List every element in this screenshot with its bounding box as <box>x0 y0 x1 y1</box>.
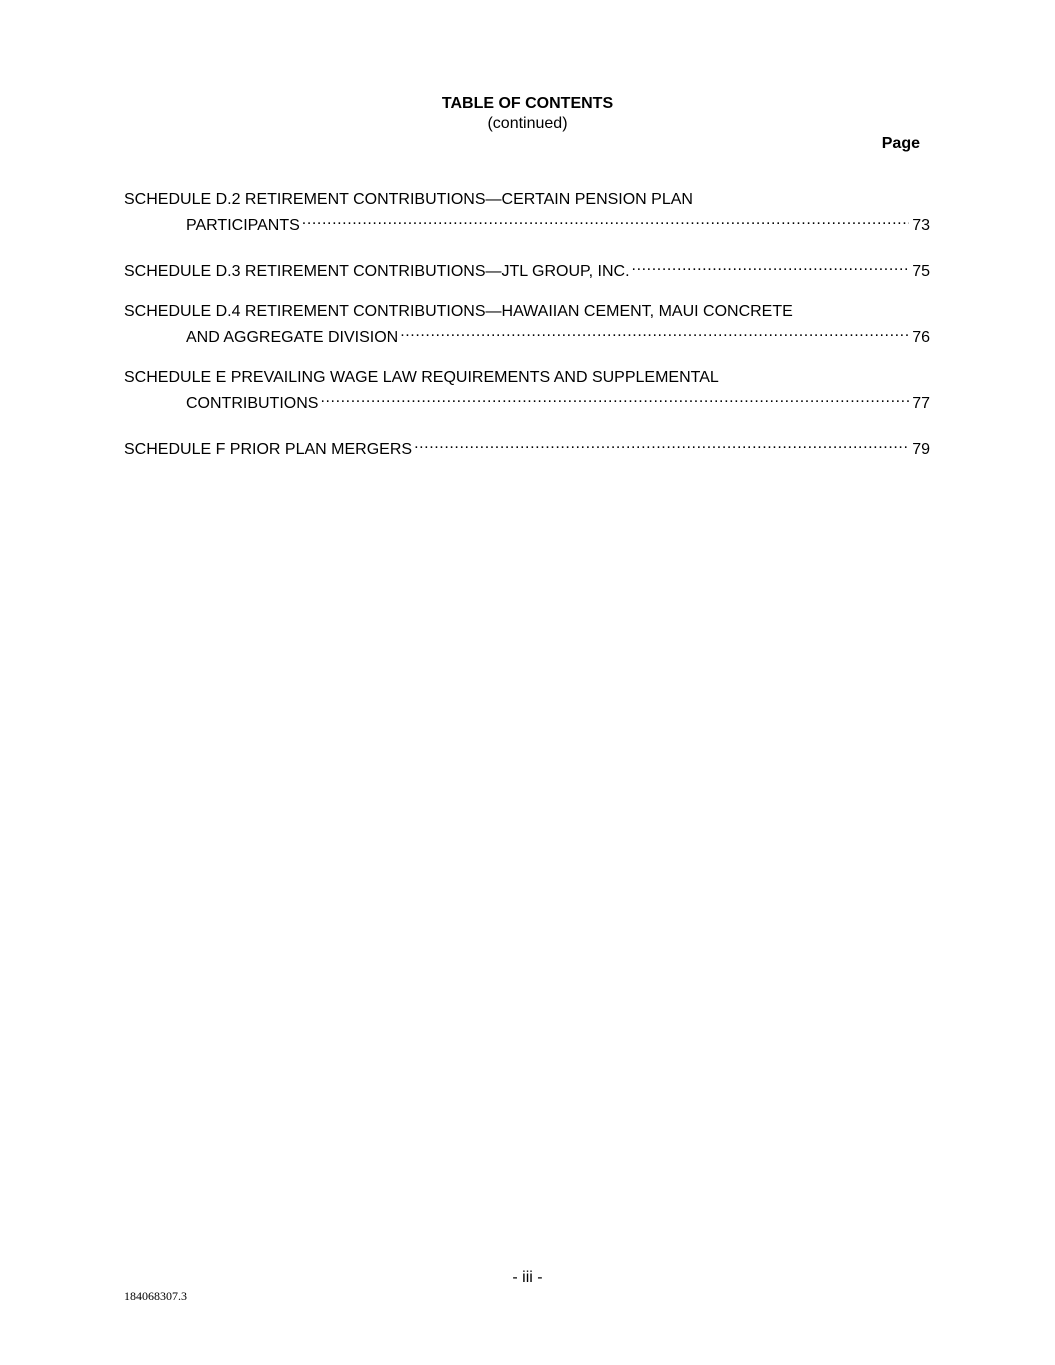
dot-leader <box>414 434 909 454</box>
page-number: - iii - <box>512 1269 543 1286</box>
toc-entry-heading: SCHEDULE D.2 RETIREMENT CONTRIBUTIONS—CERTAIN PENSION PLAN <box>124 191 693 208</box>
toc-entry-schedule-e[interactable] <box>124 368 930 414</box>
toc-entry-heading: SCHEDULE D.4 RETIREMENT CONTRIBUTIONS—HAWAIIAN CEMENT, MAUI CONCRETE <box>124 303 793 320</box>
toc-entry-heading: SCHEDULE D.3 RETIREMENT CONTRIBUTIONS—JTL GROUP, INC. <box>124 263 630 280</box>
toc-entry-row <box>124 388 930 414</box>
toc-entry-schedule-d2[interactable] <box>124 190 930 236</box>
toc-entry-page: 73 <box>912 217 930 234</box>
toc-entry-heading: SCHEDULE E PREVAILING WAGE LAW REQUIREMENTS AND SUPPLEMENTAL <box>124 369 719 386</box>
toc-entry-schedule-d3[interactable] <box>124 256 930 282</box>
toc-subtitle: (continued) <box>487 115 568 132</box>
page-column-label: Page <box>881 135 920 152</box>
toc-title: TABLE OF CONTENTS <box>441 95 614 112</box>
toc-list <box>124 190 930 480</box>
dot-leader <box>302 210 909 230</box>
dot-leader <box>320 388 909 408</box>
toc-entry-page: 76 <box>912 329 930 346</box>
toc-entry-continuation: AND AGGREGATE DIVISION <box>186 329 399 346</box>
document-id: 184068307.3 <box>124 1289 187 1303</box>
toc-entry-row <box>124 322 930 348</box>
toc-entry-page: 77 <box>912 395 930 412</box>
toc-entry-schedule-f[interactable] <box>124 434 930 460</box>
toc-entry-page: 75 <box>912 263 930 280</box>
dot-leader <box>632 256 910 276</box>
toc-entry-page: 79 <box>912 441 930 458</box>
toc-entry-heading: SCHEDULE F PRIOR PLAN MERGERS <box>124 441 413 458</box>
toc-entry-row <box>124 210 930 236</box>
toc-entry-continuation: PARTICIPANTS <box>186 217 300 234</box>
toc-entry-row <box>124 434 930 460</box>
toc-entry-row <box>124 256 930 282</box>
dot-leader <box>400 322 909 342</box>
toc-entry-schedule-d4[interactable] <box>124 302 930 348</box>
toc-entry-continuation: CONTRIBUTIONS <box>186 395 319 412</box>
